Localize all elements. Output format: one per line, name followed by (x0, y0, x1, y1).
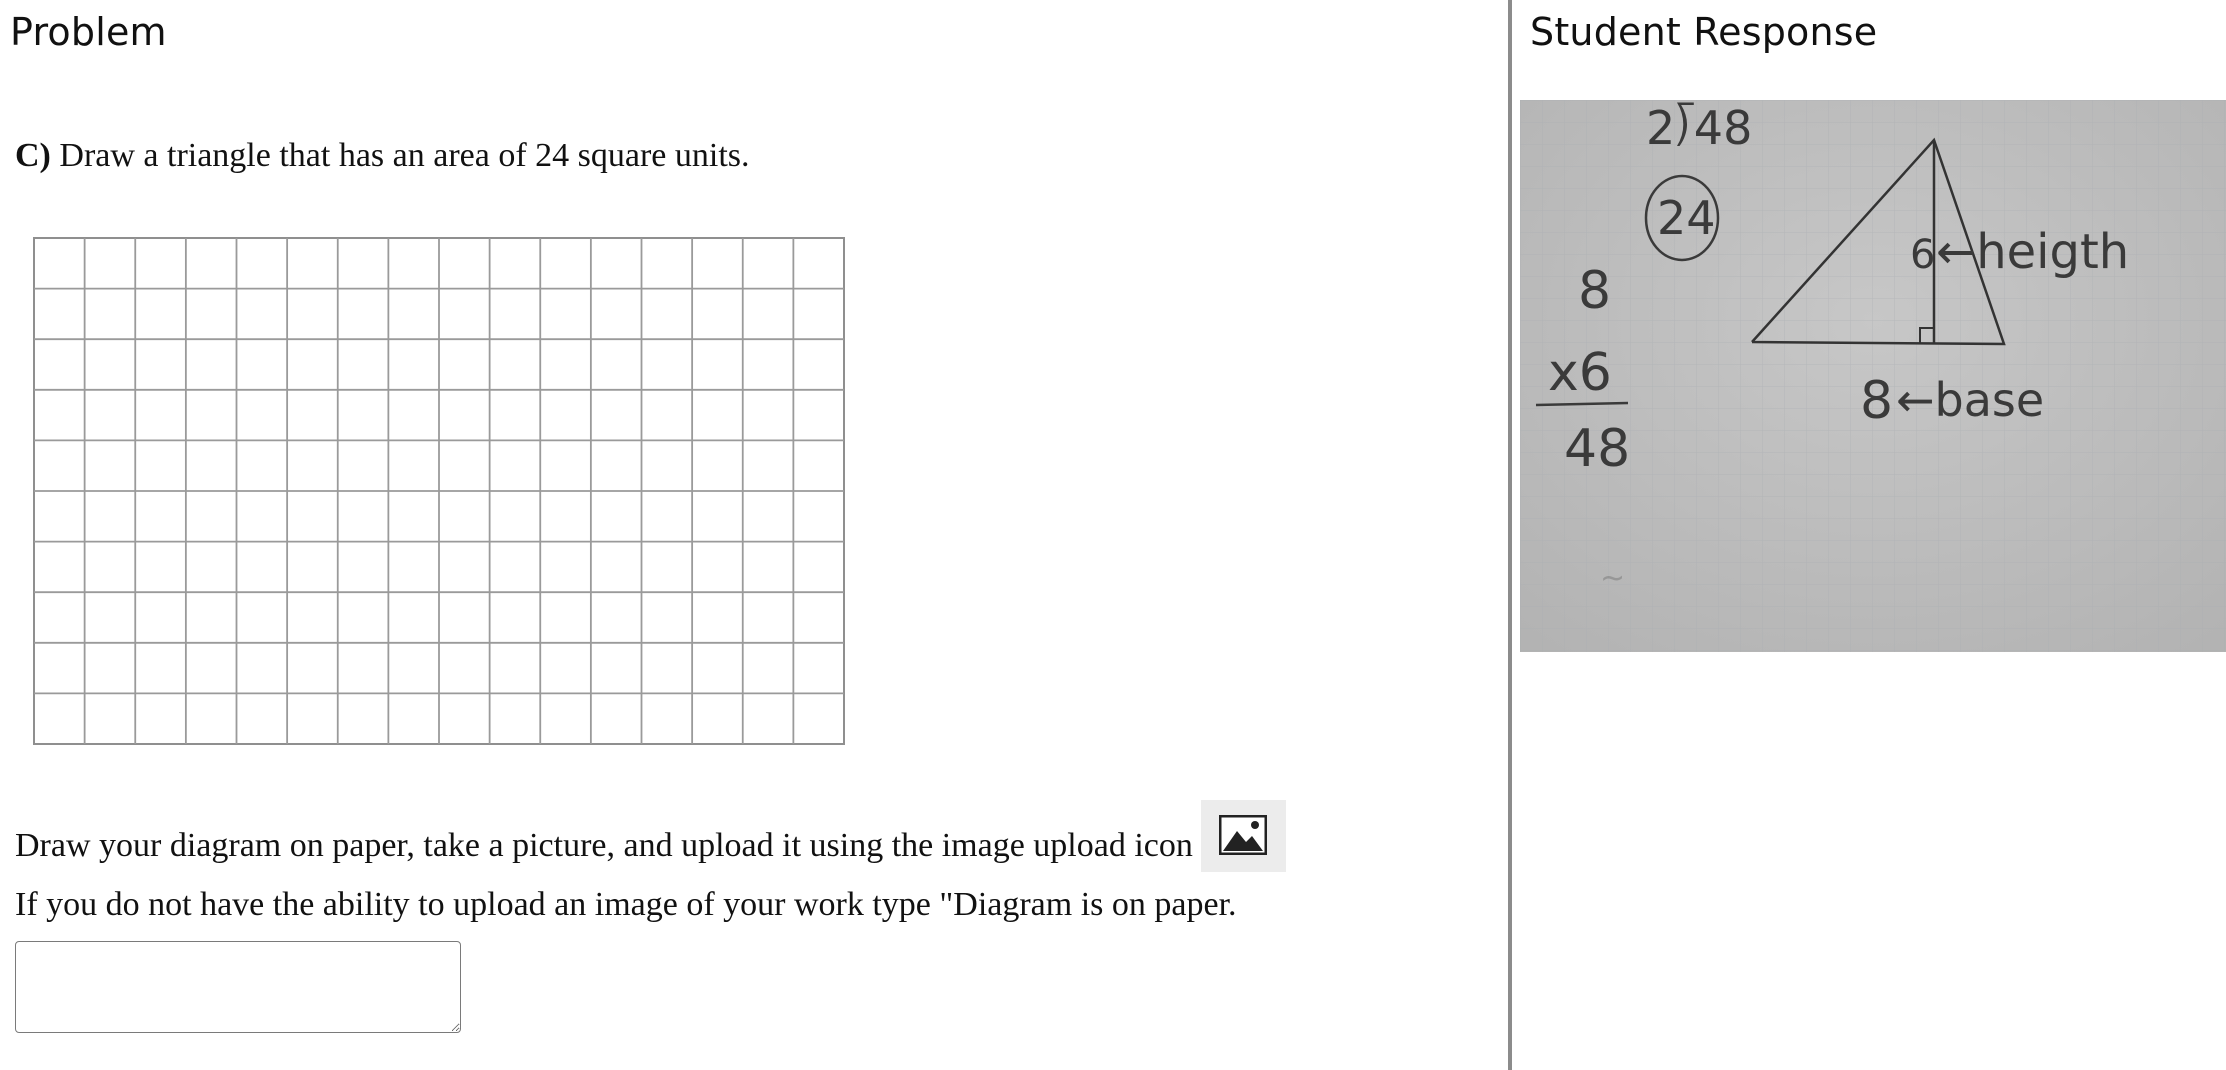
image-upload-icon[interactable] (1201, 800, 1286, 872)
hw-multiplicand: 8 (1578, 261, 1612, 321)
hw-base-value: 8 (1860, 371, 1894, 431)
picture-icon (1219, 815, 1267, 855)
hw-base-label: ←base (1896, 373, 2045, 427)
answer-textarea[interactable] (15, 941, 461, 1033)
instructions-line-1 (15, 812, 1475, 884)
instructions-line-2: If you do not have the ability to upload an image of your work type "Diagram is on paper. (15, 886, 1237, 923)
problem-panel-title: Problem (10, 10, 167, 54)
upload-instructions (15, 812, 1475, 925)
student-response-panel (1512, 0, 2226, 1070)
hw-division: 2⟌48 (1646, 101, 1753, 155)
handwritten-work (1520, 100, 2226, 652)
faint-smudge: ~ (1600, 561, 1626, 596)
question-text (15, 136, 750, 176)
question-part-label: C) (15, 137, 51, 174)
student-response-title: Student Response (1530, 10, 1878, 54)
student-work-photo (1520, 100, 2226, 652)
hw-product: 48 (1564, 419, 1631, 479)
instructions-line-1-text: Draw your diagram on paper, take a picture, and upload it using the image upload icon (15, 826, 1193, 864)
grid-paper-image (30, 228, 848, 748)
hw-circled-result: 24 (1657, 191, 1716, 245)
hw-height-value: 6 (1910, 232, 1936, 278)
question-prompt: Draw a triangle that has an area of 24 square units. (59, 137, 750, 174)
hw-multiplier: x6 (1548, 343, 1612, 403)
hw-height-label: ←heigth (1936, 224, 2130, 280)
